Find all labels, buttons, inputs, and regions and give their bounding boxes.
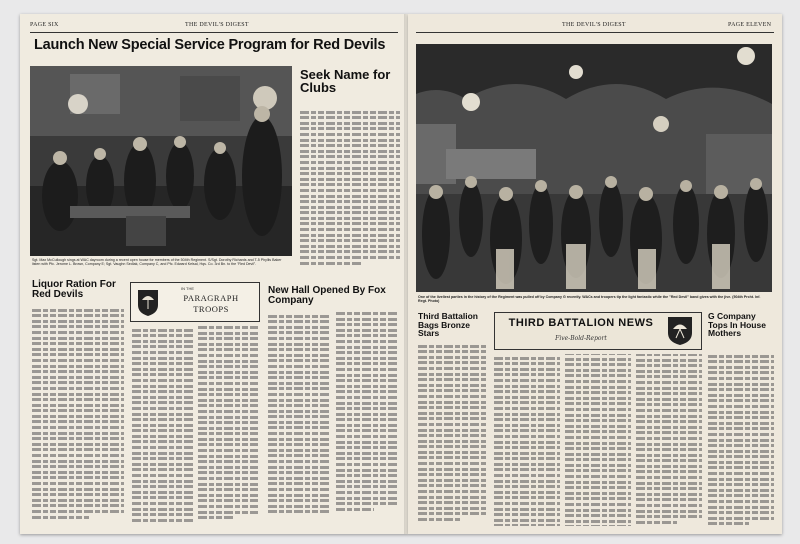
main-headline: Launch New Special Service Program for Red Devils [34,37,386,53]
left-masthead: THE DEVIL'S DIGEST [185,22,249,28]
paragraph-troops-article [132,326,258,528]
dance-party-illustration [416,44,772,292]
dayroom-scene-illustration [30,66,292,256]
g-company-article [708,352,774,528]
third-battalion-news-banner [494,312,702,350]
new-hall-article [268,312,398,528]
third-battalion-news-article [494,354,702,528]
dayroom-photo [30,66,292,256]
g-company-headline: G Company Tops In House Mothers [708,311,766,339]
dance-party-caption: One of the liveliest parties in the history of the Regiment was pulled off by Company G recently. WACs and troopers tip the light fantastic while the "Red Devil" band gives with the jive. (504th Prcht. Inf. Regt. Photo) [418,295,761,304]
liquor-ration-headline: Liquor Ration For Red Devils [32,279,116,301]
new-hall-headline: New Hall Opened By Fox Company [268,285,386,307]
news-banner-subtitle: Five-Bold-Report [555,335,607,342]
right-page-number: PAGE ELEVEN [728,22,772,28]
right-top-rule [416,32,774,33]
seek-name-headline: Seek Name for Clubs [300,67,391,96]
left-page-number: PAGE SIX [30,22,59,28]
third-battalion-headline: Third Battalion Bags Bronze Stars [418,311,478,339]
news-banner-title: THIRD BATTALION NEWS [508,317,654,329]
third-battalion-article [418,342,488,528]
paragraph-troops-label: PARAGRAPH TROOPS [183,293,239,314]
seek-name-article [300,108,400,268]
dayroom-photo-caption: Sgt. Max McCullough sings at WAC dayroom during a recent open house for members of the 504th Regiment. S/Sgt. Dorothy Richards and T-5 Phyllis Baker listen with Pfc. Jerome L. Brown, Company E; Sgt. Vaughn Sedlak, Company C, and Pfc. Edward Kelsal, Hqs. Co. 3rd Bn. to the "Red Devil". [32,258,282,267]
left-page [20,14,408,534]
right-masthead: THE DEVIL'S DIGEST [562,22,626,28]
paragraph-troops-box [130,282,260,322]
dance-party-photo [416,44,772,292]
liquor-ration-article [32,306,124,528]
paragraph-small-label: IN THE [181,286,195,291]
right-page [408,14,782,534]
battalion-shield-icon [667,316,693,346]
left-top-rule [30,32,398,33]
parachute-shield-icon [137,289,159,317]
